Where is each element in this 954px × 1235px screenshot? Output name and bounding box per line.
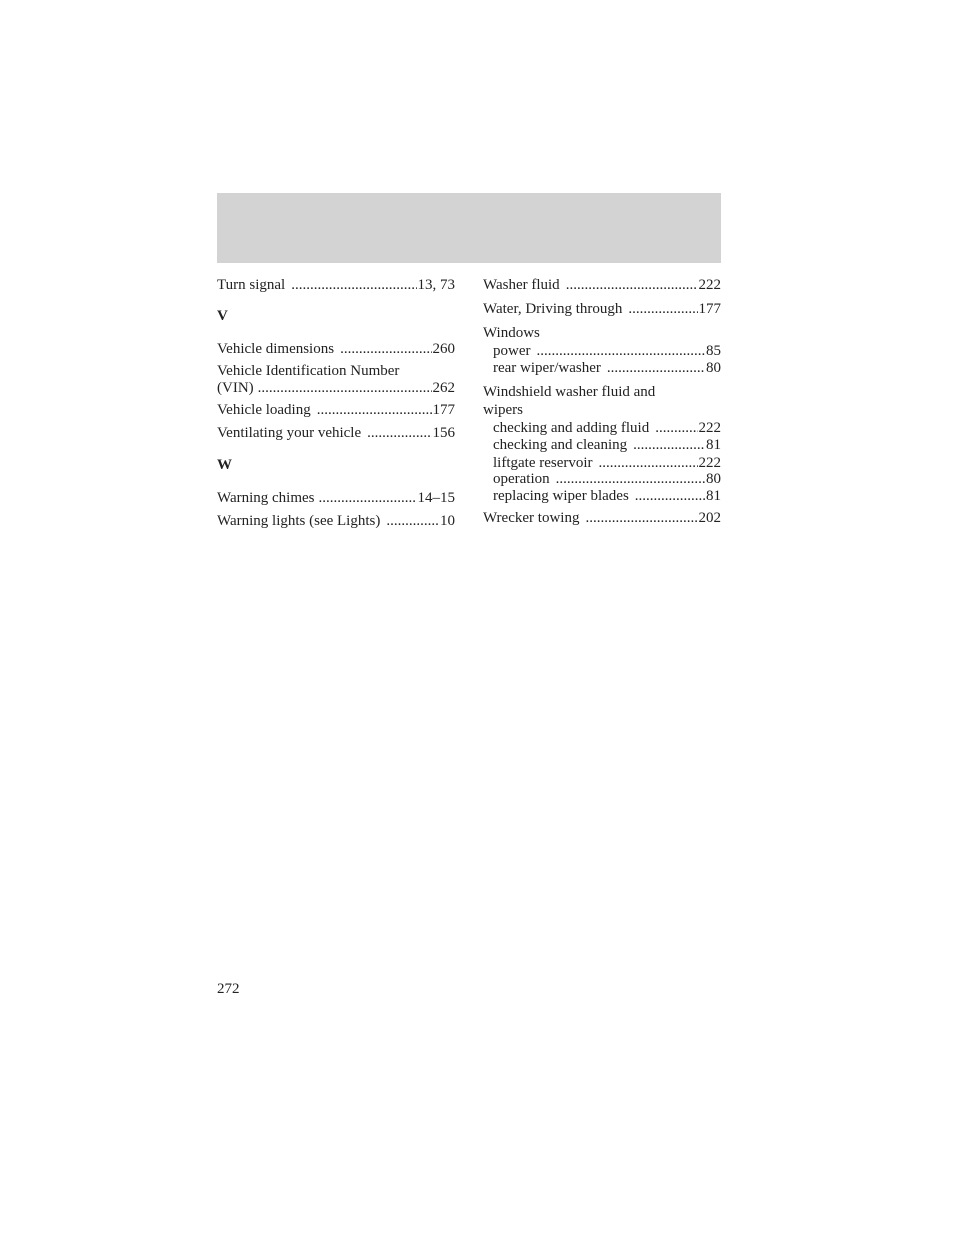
index-subentry-liftgate: liftgate reservoir ..... 222 [493, 455, 721, 472]
index-entry-windshield-line2: wipers [483, 402, 523, 418]
index-entry-vehicle-dimensions: Vehicle dimensions ..... 260 [217, 341, 455, 358]
index-entry-washer-fluid: Washer fluid ..... 222 [483, 277, 721, 294]
dot-leader [635, 488, 705, 505]
dot-leader [566, 277, 698, 294]
index-entry-windows: Windows [483, 325, 540, 341]
header-band [217, 193, 721, 263]
index-subentry-replacing-blades: replacing wiper blades ..... 81 [493, 488, 721, 505]
index-subentry-operation: operation ..... 80 [493, 471, 721, 488]
page-number: 272 [217, 981, 240, 997]
dot-leader [655, 420, 697, 437]
dot-leader [340, 341, 431, 358]
dot-leader [386, 513, 439, 530]
dot-leader [258, 380, 432, 397]
dot-leader [556, 471, 705, 488]
index-entry-turn-signal: Turn signal ..... 13, 73 [217, 277, 455, 294]
dot-leader [319, 490, 417, 507]
dot-leader [367, 425, 431, 442]
index-entry-warning-lights: Warning lights (see Lights) ..... 10 [217, 513, 455, 530]
index-entry-warning-chimes: Warning chimes ..... 14–15 [217, 490, 455, 507]
dot-leader [633, 437, 705, 454]
index-subentry-checking-adding: checking and adding fluid ..... 222 [493, 420, 721, 437]
dot-leader [628, 301, 697, 318]
index-entry-windshield-line1: Windshield washer fluid and [483, 384, 656, 400]
dot-leader [585, 510, 697, 527]
dot-leader [599, 455, 698, 472]
index-subentry-rear-wiper: rear wiper/washer ..... 80 [493, 360, 721, 377]
index-entry-ventilating: Ventilating your vehicle ..... 156 [217, 425, 455, 442]
dot-leader [537, 343, 706, 360]
dot-leader [291, 277, 416, 294]
index-entry-water-driving: Water, Driving through ..... 177 [483, 301, 721, 318]
section-letter-w: W [217, 457, 232, 473]
index-subentry-checking-cleaning: checking and cleaning ..... 81 [493, 437, 721, 454]
section-letter-v: V [217, 308, 228, 324]
dot-leader [317, 402, 432, 419]
dot-leader [607, 360, 705, 377]
index-entry-wrecker-towing: Wrecker towing ..... 202 [483, 510, 721, 527]
index-subentry-power: power ..... 85 [493, 343, 721, 360]
index-entry-vin: (VIN) ..... 262 [217, 380, 455, 397]
index-entry-vehicle-loading: Vehicle loading ..... 177 [217, 402, 455, 419]
index-entry-vin-line1: Vehicle Identification Number [217, 363, 400, 379]
